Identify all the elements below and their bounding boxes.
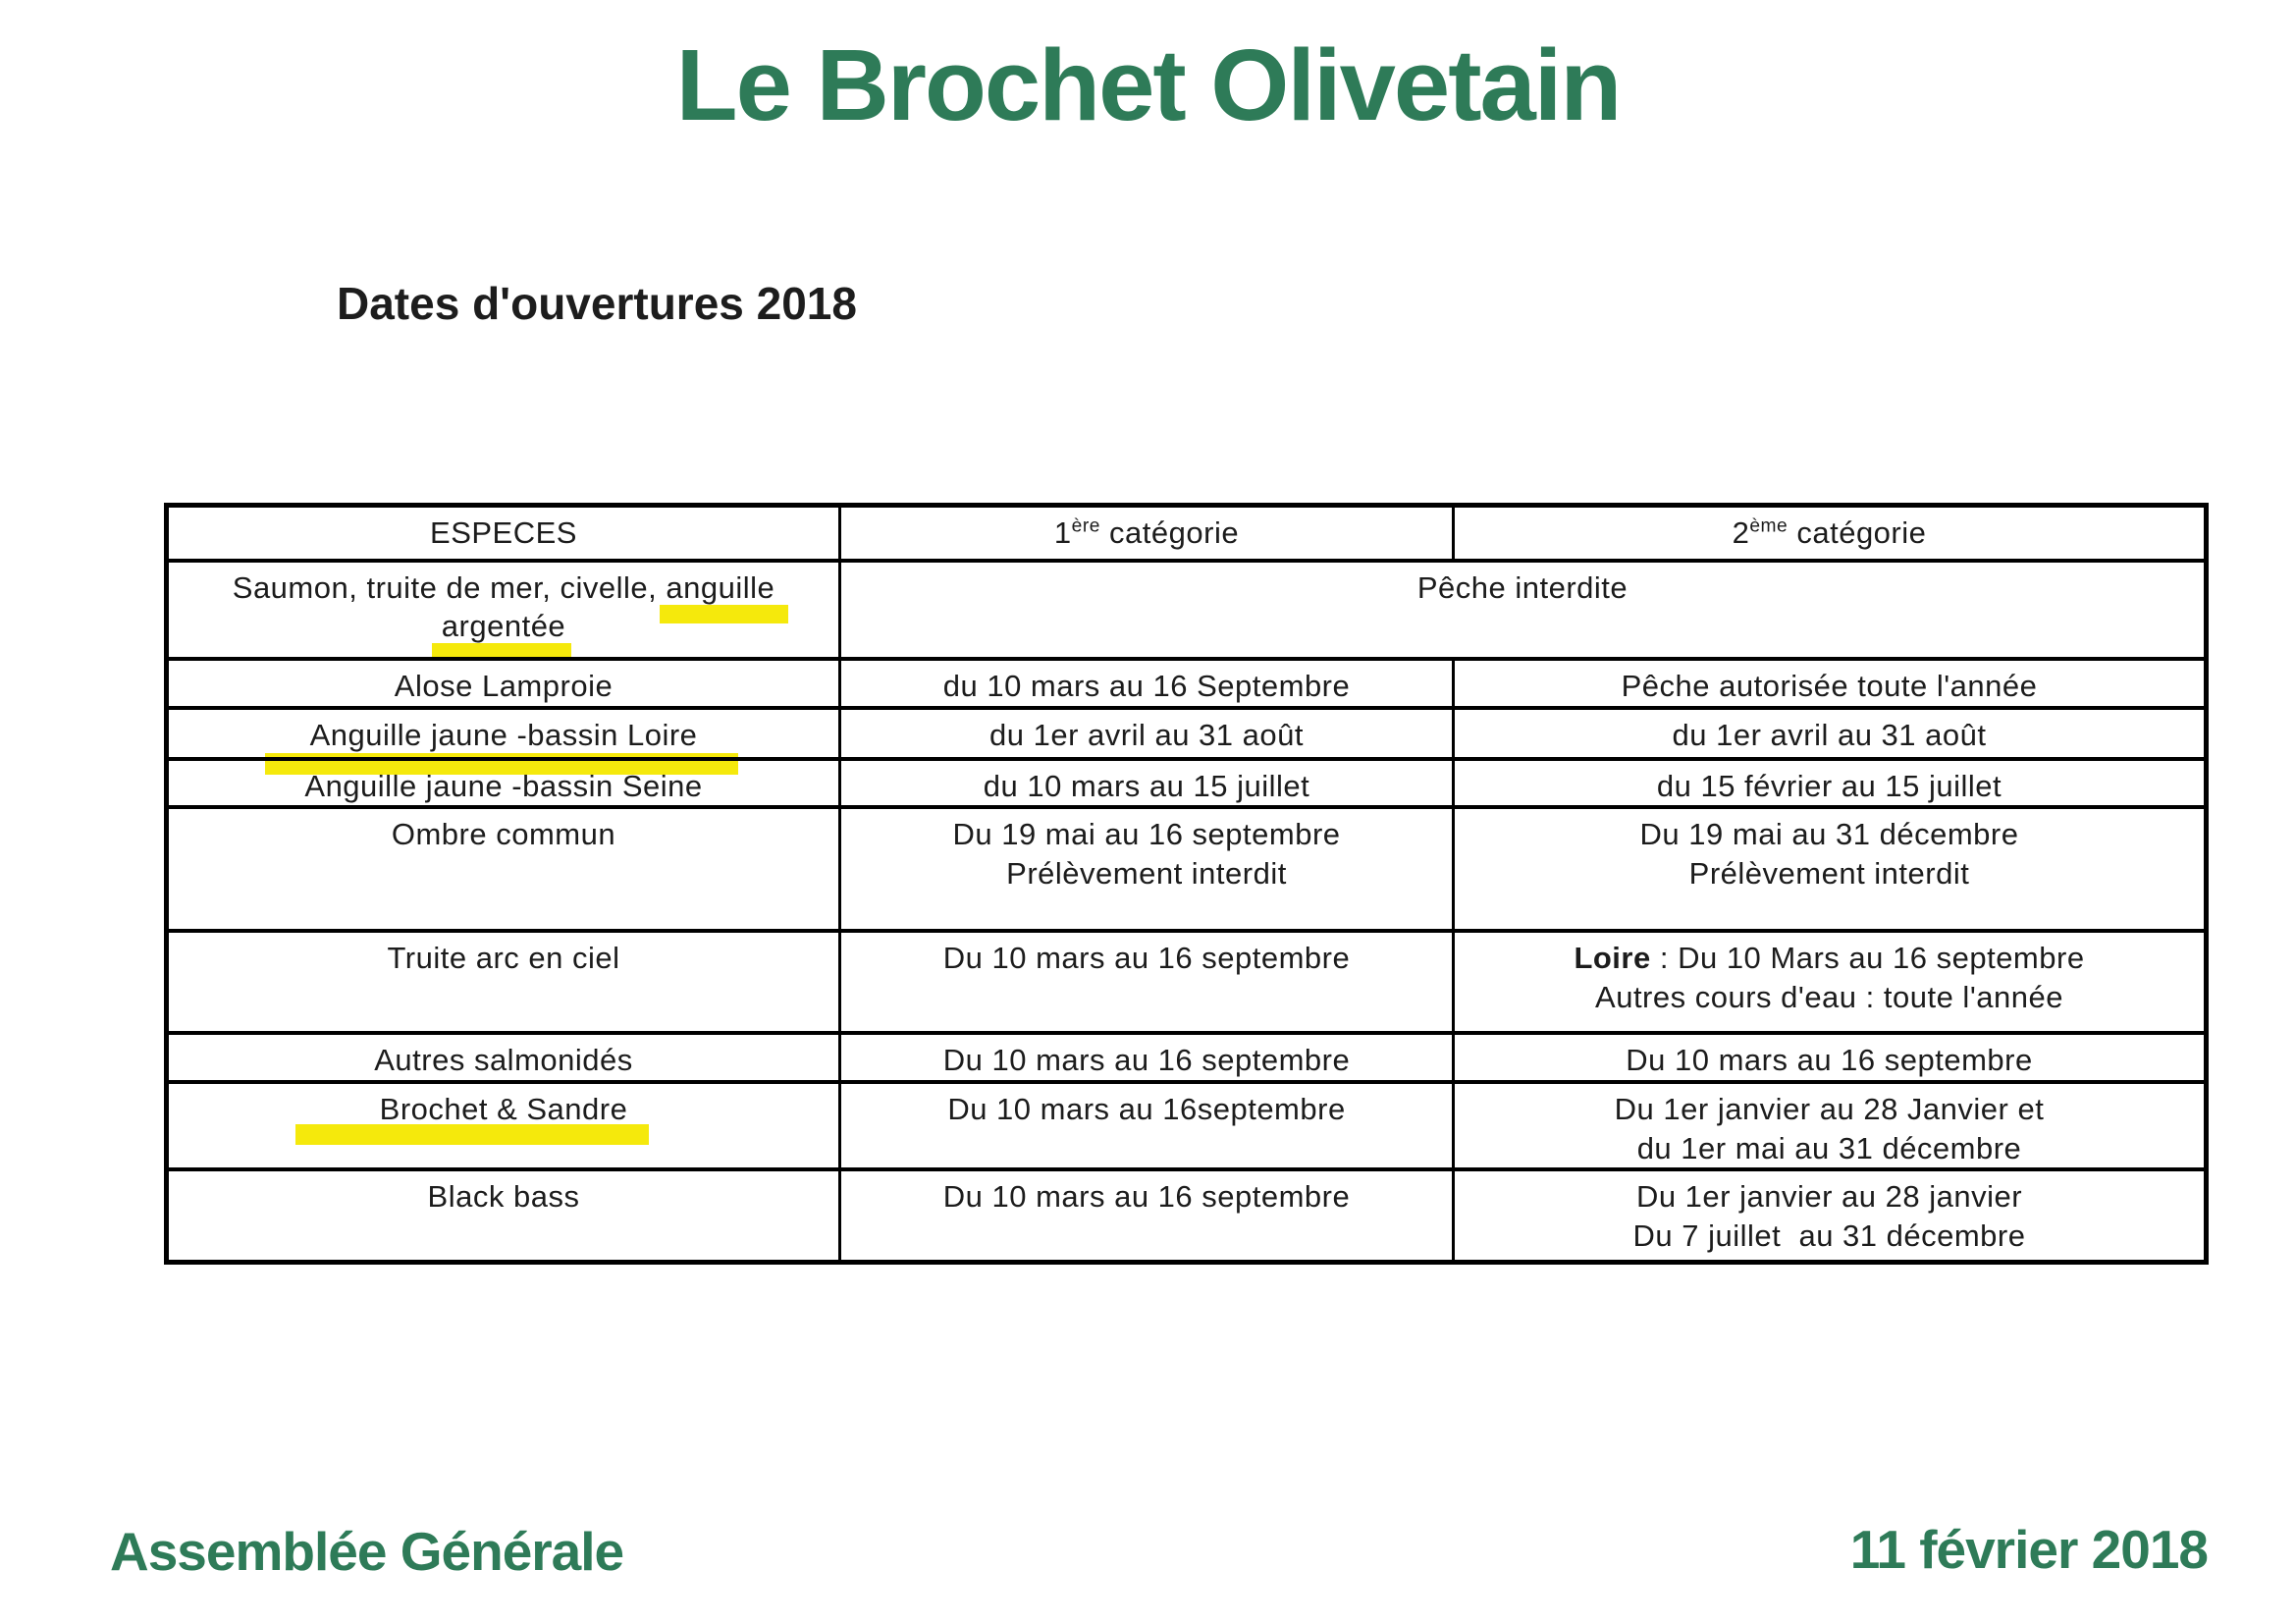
cat1-ombre-note: Prélèvement interdit [1006,855,1287,891]
cat2-truite-loire-bold: Loire [1574,941,1651,976]
page-subtitle: Dates d'ouvertures 2018 [337,278,857,329]
cat1-cell-anguille-loire: du 1er avril au 31 août [840,708,1454,759]
species-cell-truite: Truite arc en ciel [167,931,840,1033]
table-row-truite [167,931,2207,1033]
species-cell-blackbass: Black bass [167,1169,840,1262]
cat1-cell-salmonides: Du 10 mars au 16 septembre [840,1033,1454,1082]
species-saumon-text: Saumon, truite de mer, civelle, [232,569,667,605]
cat1-cell-anguille-seine: du 10 mars au 15 juillet [840,759,1454,808]
header-cat2-number: 2 [1732,515,1750,550]
species-anguille-loire-highlight: Anguille jaune -bassin Loire [310,716,698,755]
cat1-cell-blackbass: Du 10 mars au 16 septembre [840,1169,1454,1262]
cat1-ombre-dates: Du 19 mai au 16 septembre [952,817,1341,852]
cat2-blackbass-line1: Du 1er janvier au 28 janvier [1635,1179,2023,1215]
header-cat2-sup: ème [1749,515,1789,537]
cat2-cell-ombre [1454,807,2207,931]
species-saumon-highlight-argentee: argentée [442,607,565,646]
cat2-truite-dates: : Du 10 Mars au 16 septembre [1650,941,2085,976]
cat1-cell-alose: du 10 mars au 16 Septembre [840,659,1454,708]
cat2-cell-alose: Pêche autorisée toute l'année [1454,659,2207,708]
cat2-cell-anguille-loire: du 1er avril au 31 août [1454,708,2207,759]
header-cat2-label: catégorie [1788,515,1927,550]
cat1-cell-truite: Du 10 mars au 16 septembre [840,931,1454,1033]
cat1-cell-ombre [840,807,1454,931]
cat2-cell-brochet [1454,1082,2207,1169]
table-header-row [167,506,2207,561]
opening-dates-table [164,503,2209,1265]
footer-assemblee-generale: Assemblée Générale [110,1521,624,1582]
cat2-ombre-dates: Du 19 mai au 31 décembre [1639,817,2019,852]
cat2-truite-line1 [1461,939,2198,978]
species-saumon-line1 [175,568,832,608]
cat2-cell-anguille-seine: du 15 février au 15 juillet [1454,759,2207,808]
table-row-alose [167,659,2207,708]
header-cat1-sup: ère [1071,515,1100,537]
species-cell-ombre: Ombre commun [167,807,840,931]
species-saumon-line2 [175,607,832,646]
cat2-cell-truite [1454,931,2207,1033]
species-saumon-highlight-anguille: anguille [666,568,774,608]
species-cell-alose: Alose Lamproie [167,659,840,708]
table-row-brochet [167,1082,2207,1169]
table-row-anguille-loire [167,708,2207,759]
opening-dates-table-wrapper [164,503,2209,1265]
species-cell-brochet [167,1082,840,1169]
cat2-cell-salmonides: Du 10 mars au 16 septembre [1454,1033,2207,1082]
footer-date: 11 février 2018 [1849,1519,2208,1580]
header-cat1-number: 1 [1053,515,1072,550]
cat2-cell-blackbass [1454,1169,2207,1262]
cat2-ombre-note: Prélèvement interdit [1688,855,1970,891]
cat2-brochet-line1: Du 1er janvier au 28 Janvier et [1614,1091,2045,1126]
species-cell-anguille-seine: Anguille jaune -bassin Seine [167,759,840,808]
table-row-ombre [167,807,2207,931]
header-categorie-1 [840,506,1454,561]
species-cell-salmonides: Autres salmonidés [167,1033,840,1082]
header-cat1-label: catégorie [1099,515,1240,550]
table-row-saumon [167,561,2207,659]
cat1-cell-brochet: Du 10 mars au 16septembre [840,1082,1454,1169]
cat2-truite-line2: Autres cours d'eau : toute l'année [1595,979,2063,1014]
header-categorie-2 [1454,506,2207,561]
page-title: Le Brochet Olivetain [675,28,1621,141]
table-row-anguille-seine [167,759,2207,808]
species-cell-saumon [167,561,840,659]
cat2-brochet-line2: du 1er mai au 31 décembre [1636,1130,2022,1165]
table-row-blackbass [167,1169,2207,1262]
merged-cell-peche-interdite: Pêche interdite [840,561,2207,659]
table-row-salmonides [167,1033,2207,1082]
species-brochet-highlight: Brochet & Sandre [380,1090,628,1129]
species-cell-anguille-loire [167,708,840,759]
cat2-blackbass-line2: Du 7 juillet au 31 décembre [1632,1218,2026,1253]
header-especes: ESPECES [167,506,840,561]
